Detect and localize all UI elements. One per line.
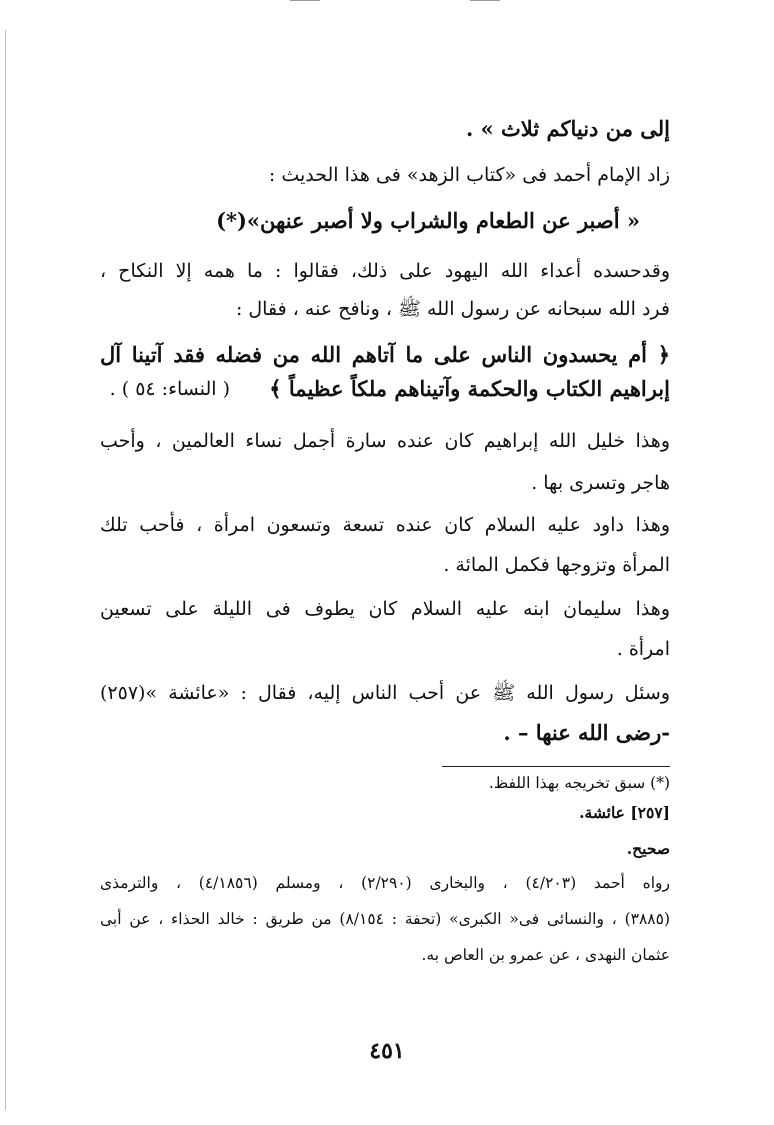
footnote: (*) سبق تخريجه بهذا اللفظ.: [488, 774, 670, 792]
quoted-hadith: « أصبر عن الطعام والشراب ولا أصبر عنهن»(*): [216, 208, 640, 233]
footnote: عثمان النهدى ، عن عمرو بن العاص به.: [421, 946, 670, 964]
text-line: -رضى الله عنها – .: [503, 720, 670, 745]
top-rule-left: [290, 0, 320, 1]
footnote-grade: صحيح.: [626, 839, 670, 858]
verse-reference: ( النساء: ٥٤ ) .: [109, 378, 230, 400]
footnote: رواه أحمد (٤/٢٠٣) ، والبخارى (٢/٢٩٠) ، ومسلم (٤/١٨٥٦) ، والترمذى: [100, 874, 670, 892]
text-line: زاد الإمام أحمد فى «كتاب الزهد» فى هذا الحديث :: [268, 164, 670, 186]
footnote-divider: [442, 766, 670, 767]
text-line: وهذا داود عليه السلام كان عنده تسعة وتسعون امرأة ، فأحب تلك: [100, 514, 670, 536]
text-line: فرد الله سبحانه عن رسول الله ﷺ ، ونافح عنه ، فقال :: [235, 298, 670, 320]
page-number: ٤٥١: [369, 1038, 405, 1064]
quran-verse: ﴿ أم يحسدون الناس على ما آتاهم الله من فضله فقد آتينا آل: [100, 342, 670, 367]
scan-edge: [5, 30, 6, 1110]
text-line: وقدحسده أعداء الله اليهود على ذلك، فقالوا : ما همه إلا النكاح ،: [100, 260, 670, 282]
text-line: امرأة .: [616, 638, 670, 660]
text-line: وهذا خليل الله إبراهيم كان عنده سارة أجمل نساء العالمين ، وأحب: [100, 430, 670, 452]
text-line: هاجر وتسرى بها .: [531, 472, 670, 494]
quran-verse: إبراهيم الكتاب والحكمة وآتيناهم ملكاً عظيماً ﴾: [269, 376, 670, 401]
footnote: (٣٨٨٥) ، والنسائى فى« الكبرى» (تحفة : ٨/١٥٤) من طريق : خالد الحذاء ، عن أبى: [100, 910, 670, 928]
top-rule-right: [470, 0, 500, 1]
text-line: وهذا سليمان ابنه عليه السلام كان يطوف فى الليلة على تسعين: [100, 598, 670, 620]
text-line: إلى من دنياكم ثلاث » .: [465, 116, 670, 141]
footnote-ref: [٢٥٧] عائشة.: [579, 803, 670, 822]
text-line: المرأة وتزوجها فكمل المائة .: [443, 554, 670, 576]
text-line: وسئل رسول الله ﷺ عن أحب الناس إليه، فقال : «عائشة »(٢٥٧): [100, 682, 670, 704]
